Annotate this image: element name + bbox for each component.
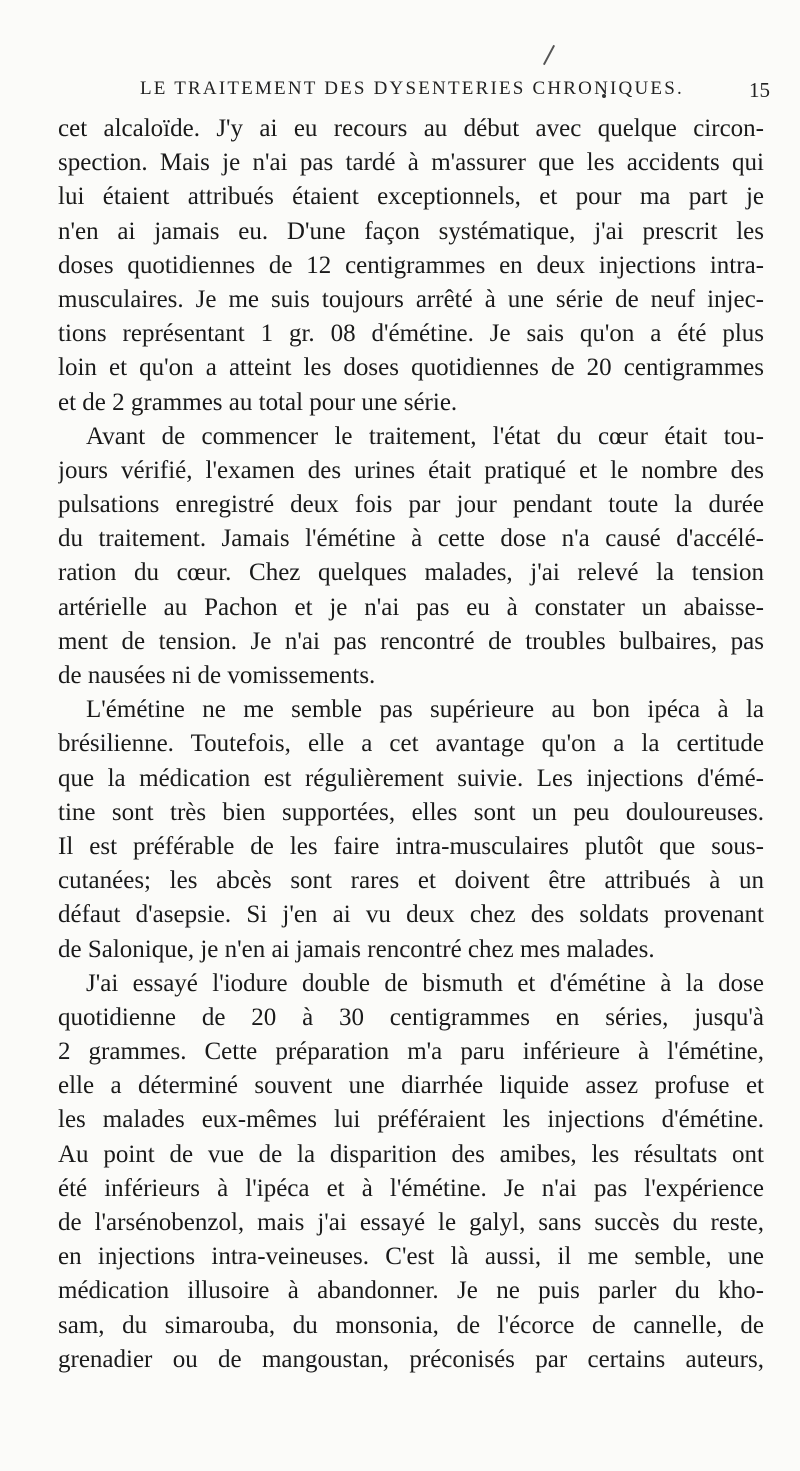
text-line: cet alcaloïde. J'y ai eu recours au début avec quelque circon- [58, 115, 764, 142]
text-line: musculaires. Je me suis toujours arrêté à une série de neuf injec- [58, 285, 764, 313]
text-line: de Salonique, je n'en ai jamais rencontré chez mes malades. [58, 935, 655, 963]
text-line: ment de tension. Je n'ai pas rencontré de troubles bulbaires, pas [58, 627, 764, 655]
paragraph [58, 420, 764, 694]
text-line: du traitement. Jamais l'émétine à cette dose n'a causé d'accélé- [58, 525, 764, 553]
text-line: Au point de vue de la disparition des amibes, les résultats ont [58, 1140, 764, 1168]
text-line: elle a déterminé souvent une diarrhée liquide assez profuse et [58, 1072, 764, 1100]
text-line: tine sont très bien supportées, elles sont un peu douloureuses. [58, 798, 764, 826]
text-line: sam, du simarouba, du monsonia, de l'écorce de cannelle, de [58, 1311, 764, 1339]
text-line: artérielle au Pachon et je n'ai pas eu à constater un abaisse- [58, 593, 764, 621]
page-number: 15 [749, 78, 770, 102]
text-line: les malades eux-mêmes lui préféraient les injections d'émétine. [58, 1106, 764, 1134]
text-line: lui étaient attribués étaient exceptionnels, et pour ma part je [58, 183, 764, 211]
text-line: loin et qu'on a atteint les doses quotidiennes de 20 centigrammes [58, 354, 764, 382]
text-line: spection. Mais je n'ai pas tardé à m'assurer que les accidents qui [58, 149, 764, 177]
text-line: médication illusoire à abandonner. Je ne puis parler du kho- [58, 1277, 764, 1305]
paragraph [58, 693, 764, 967]
text-line: tions représentant 1 gr. 08 d'émétine. Je sais qu'on a été plus [58, 320, 764, 348]
text-line: Avant de commencer le traitement, l'état du cœur était tou- [86, 422, 764, 450]
text-line: grenadier ou de mangoustan, préconisés par certains auteurs, [58, 1345, 764, 1373]
text-line: pulsations enregistré deux fois par jour pendant toute la durée [58, 491, 764, 519]
text-line: quotidienne de 20 à 30 centigrammes en séries, jusqu'à [58, 1003, 764, 1031]
page-header [58, 78, 770, 108]
text-line: et de 2 grammes au total pour une série. [58, 388, 458, 416]
text-line: jours vérifié, l'examen des urines était pratiqué et le nombre des [58, 456, 764, 484]
text-line: que la médication est régulièrement suivie. Les injections d'émé- [58, 764, 764, 792]
text-line: de l'arsénobenzol, mais j'ai essayé le galyl, sans succès du reste, [58, 1209, 764, 1236]
text-line: été inférieurs à l'ipéca et à l'émétine. Je n'ai pas l'expérience [58, 1174, 764, 1202]
running-title: LE TRAITEMENT DES DYSENTERIES CHRONIQUES. [140, 78, 684, 99]
text-line: L'émétine ne me semble pas supérieure au bon ipéca à la [86, 696, 764, 724]
text-line: Il est préférable de les faire intra-musculaires plutôt que sous- [58, 832, 764, 860]
paragraph [58, 967, 764, 1377]
text-line: 2 grammes. Cette préparation m'a paru inférieure à l'émétine, [58, 1038, 764, 1066]
text-line: en injections intra-veineuses. C'est là aussi, il me semble, une [58, 1243, 764, 1271]
text-line: n'en ai jamais eu. D'une façon systématique, j'ai prescrit les [58, 217, 764, 245]
pencil-mark [543, 45, 555, 65]
text-line: J'ai essayé l'iodure double de bismuth et d'émétine à la dose [86, 969, 764, 997]
text-line: cutanées; les abcès sont rares et doivent être attribués à un [58, 867, 764, 895]
body-text [58, 112, 764, 1377]
text-line: de nausées ni de vomissements. [58, 662, 376, 689]
paragraph [58, 112, 764, 420]
text-line: brésilienne. Toutefois, elle a cet avantage qu'on a la certitude [58, 730, 764, 758]
text-line: ration du cœur. Chez quelques malades, j'ai relevé la tension [58, 559, 764, 587]
text-line: défaut d'asepsie. Si j'en ai vu deux chez des soldats provenant [58, 901, 764, 929]
text-line: doses quotidiennes de 12 centigrammes en deux injections intra- [58, 251, 764, 279]
